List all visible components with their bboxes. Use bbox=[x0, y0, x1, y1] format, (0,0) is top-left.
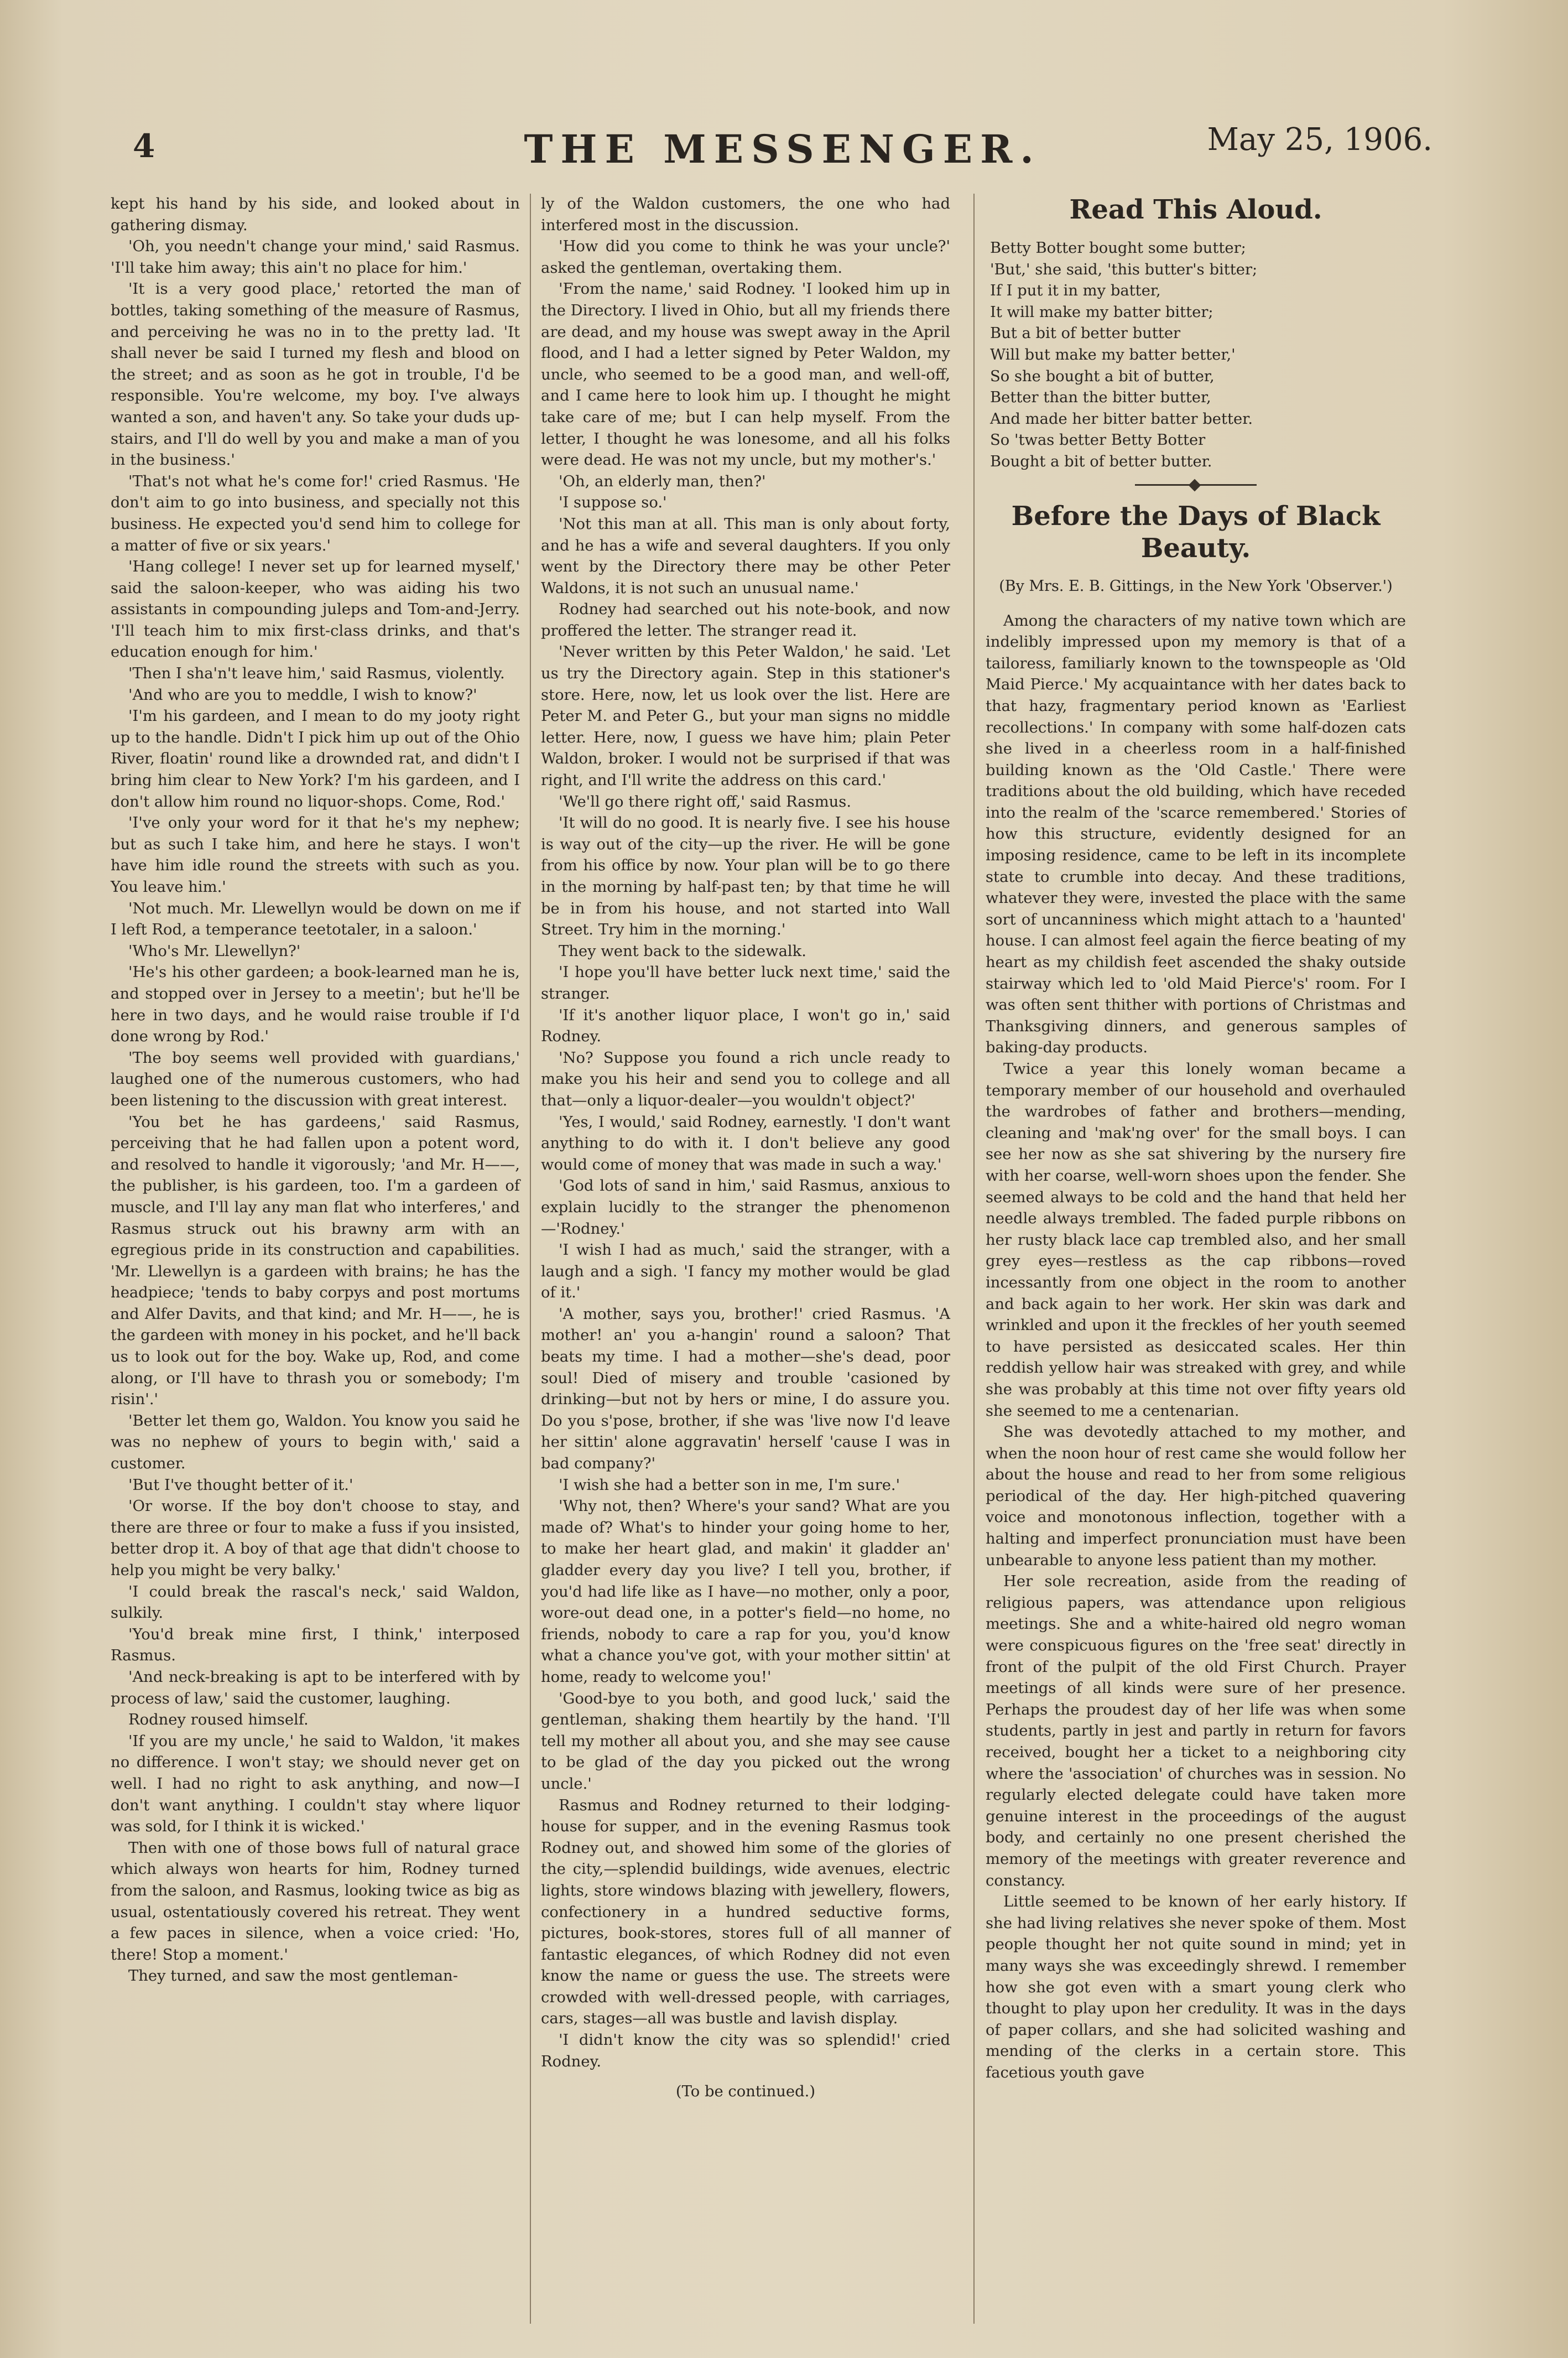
story-paragraph: 'I wish I had as much,' said the stranger, with a laugh and a sigh. 'I fancy my mother would be glad of it.' bbox=[541, 1242, 950, 1302]
story-paragraph: ly of the Waldon customers, the one who had interfered most in the discussion. bbox=[541, 195, 950, 234]
story-paragraph: 'God lots of sand in him,' said Rasmus, anxious to explain lucidly to the stranger the phenomenon—'Rodney.' bbox=[541, 1177, 950, 1238]
story-paragraph: 'I've only your word for it that he's my nephew; but as such I take him, and here he stays. I won't have him idle round the streets with such as you. You leave him.' bbox=[111, 814, 520, 896]
story-paragraph: 'Better let them go, Waldon. You know you said he was no nephew of yours to begin with,' said a customer. bbox=[111, 1412, 520, 1473]
black-beauty-title: Before the Days of Black Beauty. bbox=[1011, 500, 1381, 564]
story-paragraph: 'If you are my uncle,' he said to Waldon, 'it makes no difference. I won't stay; we should never get on well. I had no right to ask anything, and now—I don't want anything. I couldn't stay where liquor was sold, for I think it is wicked.' bbox=[111, 1732, 520, 1836]
to-be-continued: (To be continued.) bbox=[675, 2083, 816, 2101]
tongue-twister-poem bbox=[990, 238, 1406, 473]
masthead: THE MESSENGER. bbox=[524, 126, 1041, 172]
poem-line: And made her bitter batter better. bbox=[990, 410, 1253, 428]
story-paragraph: 'No? Suppose you found a rich uncle ready to make you his heir and send you to college and all that—only a liquor-dealer—you wouldn't object?' bbox=[541, 1049, 950, 1109]
story-paragraph: They turned, and saw the most gentleman- bbox=[128, 1967, 458, 1985]
story-column-2 bbox=[541, 194, 950, 2103]
article-paragraph: Her sole recreation, aside from the reading of religious papers, was attendance upon religious meetings. She and a white-haired old negro woman were conspicuous figures on the 'free seat' directly in front of the pulpit of the old First Church. Prayer meetings of all kinds were sure of her presence. Perhaps the proudest day of her life was when some students, partly in jest and partly in return for favors received, bought her a ticket to a neighboring city where the 'association' of churches was in session. No regularly elected delegate could have taken more genuine interest in the proceedings of the august body, and certainly no one present cherished the memory of the meetings with greater reverence and constancy. bbox=[986, 1573, 1406, 1889]
column-3 bbox=[986, 194, 1406, 2084]
story-paragraph: 'We'll go there right off,' said Rasmus. bbox=[559, 793, 852, 811]
story-paragraph: 'And neck-breaking is apt to be interfered with by process of law,' said the customer, laughing. bbox=[111, 1668, 520, 1707]
story-paragraph: 'You bet he has gardeens,' said Rasmus, perceiving that he had fallen upon a potent word, and resolved to handle it vigorously; 'and Mr. H——, the publisher, is his gardeen, too. I'm a gardeen of muscle, and I'll lay any man flat who interferes,' and Rasmus struck out his brawny arm with an egregious pride in its construction and capabilities. 'Mr. Llewellyn is a gardeen with brains; he has the headpiece; 'tends to baby corpys and post mortums and Alfer Davits, and that kind; and Mr. H——, he is the gardeen with money in his pocket, and he'll back us to look out for the boy. Wake up, Rod, and come along, or I'll have to thrash you or somebody; I'm risin'.' bbox=[111, 1113, 520, 1409]
article-paragraph: Little seemed to be known of her early history. If she had living relatives she never spoke of them. Most people thought her not quite sound in mind; yet in many ways she was exceedingly shrewd. I remember how she got even with a smart young clerk who thought to play upon her credulity. It was in the days of paper collars, and she had solicited washing and mending of the clerks in a certain store. This facetious youth gave bbox=[986, 1893, 1406, 2081]
poem-line: Bought a bit of better butter. bbox=[990, 453, 1212, 470]
poem-line: So 'twas better Betty Botter bbox=[990, 432, 1206, 449]
poem-line: 'But,' she said, 'this butter's bitter; bbox=[990, 261, 1258, 278]
story-paragraph: 'And who are you to meddle, I wish to know?' bbox=[128, 686, 477, 704]
story-paragraph: 'Good-bye to you both, and good luck,' said the gentleman, shaking them heartily by the hand. 'I'll tell my mother all about you, and she may see cause to be glad of the day you picked out the wrong uncle.' bbox=[541, 1690, 950, 1793]
poem-line: But a bit of better butter bbox=[990, 325, 1181, 342]
story-paragraph: 'I hope you'll have better luck next time,' said the stranger. bbox=[541, 964, 950, 1003]
story-paragraph: 'Or worse. If the boy don't choose to stay, and there are three or four to make a fuss if you insisted, better drop it. A boy of that age that didn't choose to help you might be very balky.' bbox=[111, 1498, 520, 1579]
story-paragraph: 'That's not what he's come for!' cried Rasmus. 'He don't aim to go into business, and specially not this business. He expected you'd send him to college for a matter of five or six years.' bbox=[111, 472, 520, 554]
story-paragraph: 'How did you come to think he was your uncle?' asked the gentleman, overtaking them. bbox=[541, 238, 950, 277]
story-paragraph: 'I could break the rascal's neck,' said Waldon, sulkily. bbox=[111, 1583, 520, 1622]
story-paragraph: Then with one of those bows full of natural grace which always won hearts for him, Rodney turned from the saloon, and Rasmus, looking twice as big as usual, ostentatiously covered his retreat. They went a few paces in silence, when a voice cried: 'Ho, there! Stop a moment.' bbox=[111, 1839, 520, 1964]
section-divider bbox=[1135, 484, 1257, 486]
column-rule bbox=[530, 194, 531, 2324]
story-paragraph: 'Oh, you needn't change your mind,' said Rasmus. 'I'll take him away; this ain't no place for him.' bbox=[111, 238, 520, 277]
story-paragraph: 'I suppose so.' bbox=[559, 494, 667, 512]
story-paragraph: 'A mother, says you, brother!' cried Rasmus. 'A mother! an' you a-hangin' round a saloon? That beats my time. I had a mother—she's dead, poor soul! Died of misery and trouble 'casioned by drinking—but not by hers or mine, I do assure you. Do you s'pose, brother, if she was 'live now I'd leave her sittin' alone aggravatin' herself 'cause I was in bad company?' bbox=[541, 1305, 950, 1473]
read-aloud-title: Read This Aloud. bbox=[1069, 194, 1322, 225]
story-column-1 bbox=[111, 194, 520, 1987]
story-paragraph: 'It will do no good. It is nearly five. I see his house is way out of the city—up the river. He will be gone from his office by now. Your plan will be to go there in the morning by half-past ten; by that time he will be in from his house, and not started into Wall Street. Try him in the morning.' bbox=[541, 814, 950, 939]
poem-line: Will but make my batter better,' bbox=[990, 346, 1236, 363]
byline: (By Mrs. E. B. Gittings, in the New York 'Observer.') bbox=[999, 577, 1393, 595]
page-header bbox=[133, 122, 1432, 172]
story-paragraph: 'Then I sha'n't leave him,' said Rasmus, violently. bbox=[128, 665, 505, 683]
story-paragraph: 'Yes, I would,' said Rodney, earnestly. 'I don't want anything to do with it. I don't believe any good would come of money that was made in such a way.' bbox=[541, 1113, 950, 1173]
issue-date: May 25, 1906. bbox=[1207, 122, 1432, 158]
story-paragraph: kept his hand by his side, and looked about in gathering dismay. bbox=[111, 195, 520, 234]
story-paragraph: They went back to the sidewalk. bbox=[559, 942, 806, 960]
story-paragraph: 'Not much. Mr. Llewellyn would be down on me if I left Rod, a temperance teetotaler, in a saloon.' bbox=[111, 900, 520, 939]
column-rule bbox=[973, 194, 975, 2324]
story-paragraph: 'I'm his gardeen, and I mean to do my jooty right up to the handle. Didn't I pick him up out of the Ohio River, floatin' round like a drownded rat, and didn't I bring him clear to New York? I'm his gardeen, and I don't allow him round no liquor-shops. Come, Rod.' bbox=[111, 708, 520, 811]
article-paragraph: Among the characters of my native town which are indelibly impressed upon my memory is that of a tailoress, familiarly known to the townspeople as 'Old Maid Pierce.' My acquaintance with her dates back to that hazy, fragmentary period known as 'Earliest recollections.' In company with some half-dozen cats she lived in a cheerless room in a half-finished building known as the 'Old Castle.' There were traditions about the old building, which have receded into the realm of the 'scarce remembered.' Stories of how this structure, evidently designed for an imposing residence, came to be left in its incomplete state to crumble into decay. And these traditions, whatever they were, invested the place with the same sort of uncanniness which might attach to a 'haunted' house. I can almost feel again the fierce beating of my heart as my childish feet ascended the shaky outside stairway which led to 'old Maid Pierce's' room. For I was often sent thither with portions of Christmas and Thanksgiving dinners, and generous samples of baking-day products. bbox=[986, 612, 1406, 1057]
story-paragraph: 'It is a very good place,' retorted the man of bottles, taking something of the measure of Rasmus, and perceiving he was no in to the pretty lad. 'It shall never be said I turned my flesh and blood on the street; and as soon as he got in trouble, I'd be responsible. You're welcome, my boy. I've always wanted a son, and haven't any. So take your duds up-stairs, and I'll do well by you and make a man of you in the business.' bbox=[111, 281, 520, 469]
story-paragraph: 'Oh, an elderly man, then?' bbox=[559, 472, 766, 490]
story-paragraph: 'But I've thought better of it.' bbox=[128, 1476, 353, 1494]
article-paragraph: She was devotedly attached to my mother, and when the noon hour of rest came she would follow her about the house and read to her from some religious periodical of the day. Her high-pitched quavering voice and monotonous inflection, together with a halting and imperfect pronunciation must have been unbearable to anyone less patient than my mother. bbox=[986, 1424, 1406, 1569]
story-paragraph: 'Why not, then? Where's your sand? What are you made of? What's to hinder your going home to her, to make her heart glad, and makin' it gladder an' gladder every day you live? I tell you, brother, if you'd had life like as I have—no mother, only a poor, wore-out dead one, in a potter's field—no home, no friends, nobody to care a rap for you, you'd know what a chance you've got, with your mother sittin' at home, ready to welcome you!' bbox=[541, 1498, 950, 1686]
story-paragraph: 'He's his other gardeen; a book-learned man he is, and stopped over in Jersey to a meetin'; but he'll be here in two days, and he would raise trouble if I'd done wrong by Rod.' bbox=[111, 964, 520, 1046]
story-paragraph: 'From the name,' said Rodney. 'I looked him up in the Directory. I lived in Ohio, but all my friends there are dead, and my house was swept away in the April flood, and I had a letter signed by Peter Waldon, my uncle, who seemed to be a good man, and well-off, and I came here to look him up. I thought he might take care of me; but I can help myself. From the letter, I thought he was lonesome, and all his folks were dead. He was not my uncle, but my mother's.' bbox=[541, 281, 950, 469]
story-paragraph: 'Who's Mr. Llewellyn?' bbox=[128, 942, 301, 960]
poem-line: It will make my batter bitter; bbox=[990, 303, 1213, 321]
story-paragraph: 'The boy seems well provided with guardians,' laughed one of the numerous customers, who had been listening to the discussion with great interest. bbox=[111, 1049, 520, 1109]
story-paragraph: 'I didn't know the city was so splendid!' cried Rodney. bbox=[541, 2032, 950, 2070]
story-paragraph: 'If it's another liquor place, I won't go in,' said Rodney. bbox=[541, 1006, 950, 1046]
story-paragraph: Rasmus and Rodney returned to their lodging-house for supper, and in the evening Rasmus took Rodney out, and showed him some of the glories of the city,—splendid buildings, wide avenues, electric lights, store windows blazing with jewellery, flowers, confectionery in a hundred seductive forms, pictures, book-stores, stores full of all manner of fantastic elegances, of which Rodney did not even know the name or guess the use. The streets were crowded with well-dressed people, with carriages, cars, stages—all was bustle and lavish display. bbox=[541, 1796, 950, 2028]
page-number: 4 bbox=[133, 127, 155, 165]
article-paragraph: Twice a year this lonely woman became a temporary member of our household and overhauled the wardrobes of father and brothers—mending, cleaning and 'mak'ng over' for the small boys. I can see her now as she sat shivering by the nursery fire with her coarse, well-worn shoes upon the fender. She seemed always to be cold and the hand that held her needle always trembled. The faded purple ribbons on her rusty black lace cap trembled also, and her small grey eyes—restless as the cap ribbons—roved incessantly from one object in the room to another and back again to her work. Her skin was dark and wrinkled and upon it the freckles of her youth seemed to have persisted as desiccated scales. Her thin reddish yellow hair was streaked with grey, and while she was probably at this time not over fifty years old she seemed to me a centenarian. bbox=[986, 1061, 1406, 1420]
story-paragraph: 'You'd break mine first, I think,' interposed Rasmus. bbox=[111, 1625, 520, 1665]
story-paragraph: 'Never written by this Peter Waldon,' he said. 'Let us try the Directory again. Step in this stationer's store. Here, now, let us look over the list. Here are Peter M. and Peter G., but your man signs no middle letter. Here, now, I guess we have him; plain Peter Waldon, broker. I would not be surprised if that was right, and I'll write the address on this card.' bbox=[541, 643, 950, 790]
poem-line: Betty Botter bought some butter; bbox=[990, 240, 1246, 257]
story-paragraph: Rodney had searched out his note-book, and now proffered the letter. The stranger read it. bbox=[541, 601, 950, 640]
poem-line: So she bought a bit of butter, bbox=[990, 367, 1215, 385]
story-paragraph: 'I wish she had a better son in me, I'm sure.' bbox=[559, 1476, 900, 1494]
story-paragraph: Rodney roused himself. bbox=[128, 1711, 309, 1729]
poem-line: If I put it in my batter, bbox=[990, 282, 1161, 300]
story-paragraph: 'Not this man at all. This man is only about forty, and he has a wife and several daughters. If you only went by the Directory there may be other Peter Waldons, it is not such an unusual name.' bbox=[541, 515, 950, 597]
poem-line: Better than the bitter butter, bbox=[990, 389, 1211, 407]
story-paragraph: 'Hang college! I never set up for learned myself,' said the saloon-keeper, who was aiding his two assistants in compounding juleps and Tom-and-Jerry. 'I'll teach him to mix first-class drinks, and that's education enough for him.' bbox=[111, 558, 520, 661]
